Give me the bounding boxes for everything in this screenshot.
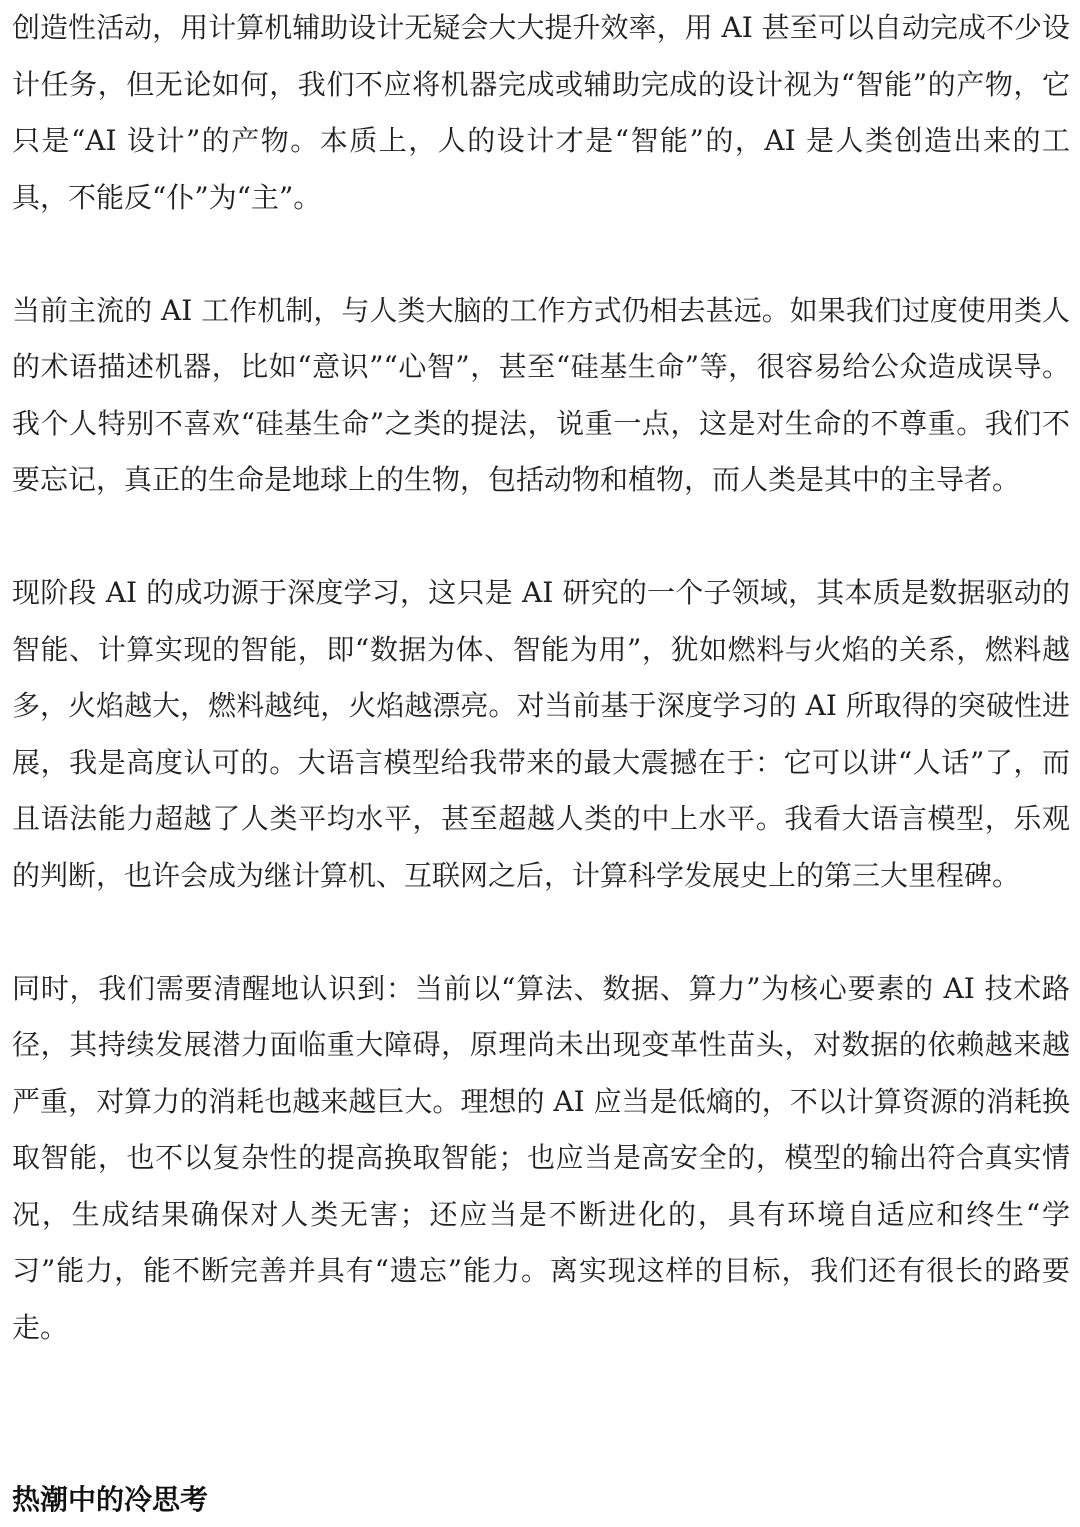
paragraph-ai-design: 创造性活动，用计算机辅助设计无疑会大大提升效率，用 AI 甚至可以自动完成不少设计任务，但无论如何，我们不应将机器完成或辅助完成的设计视为“智能”的产物，它只是“AI 设计”的产物。本质上，人的设计才是“智能”的，AI 是人类创造出来的工具，不能反“仆”为“主”。 [12, 11, 1070, 214]
section-heading: 热潮中的冷思考 [12, 1483, 209, 1516]
paragraph-deep-learning: 现阶段 AI 的成功源于深度学习，这只是 AI 研究的一个子领域，其本质是数据驱动的智能、计算实现的智能，即“数据为体、智能为用”，犹如燃料与火焰的关系，燃料越多，火焰越大，燃料越纯，火焰越漂亮。对当前基于深度学习的 AI 所取得的突破性进展，我是高度认可的。大语言模型给我带来的最大震撼在于：它可以讲“人话”了，而且语法能力超越了人类平均水平，甚至超越人类的中上水平。我看大语言模型，乐观的判断，也许会成为继计算机、互联网之后，计算科学发展史上的第三大里程碑。 [12, 576, 1070, 892]
paragraph-ai-mechanism: 当前主流的 AI 工作机制，与人类大脑的工作方式仍相去甚远。如果我们过度使用类人的术语描述机器，比如“意识”“心智”，甚至“硅基生命”等，很容易给公众造成误导。我个人特别不喜欢“硅基生命”之类的提法，说重一点，这是对生命的不尊重。我们不要忘记，真正的生命是地球上的生物，包括动物和植物，而人类是其中的主导者。 [12, 293, 1070, 496]
article-body [12, 0, 1070, 1356]
paragraph-ai-limitations: 同时，我们需要清醒地认识到：当前以“算法、数据、算力”为核心要素的 AI 技术路径，其持续发展潜力面临重大障碍，原理尚未出现变革性苗头，对数据的依赖越来越严重，对算力的消耗也越来越巨大。理想的 AI 应当是低熵的，不以计算资源的消耗换取智能，也不以复杂性的提高换取智能；也应当是高安全的，模型的输出符合真实情况，生成结果确保对人类无害；还应当是不断进化的，具有环境自适应和终生“学习”能力，能不断完善并具有“遗忘”能力。离实现这样的目标，我们还有很长的路要走。 [12, 971, 1070, 1344]
